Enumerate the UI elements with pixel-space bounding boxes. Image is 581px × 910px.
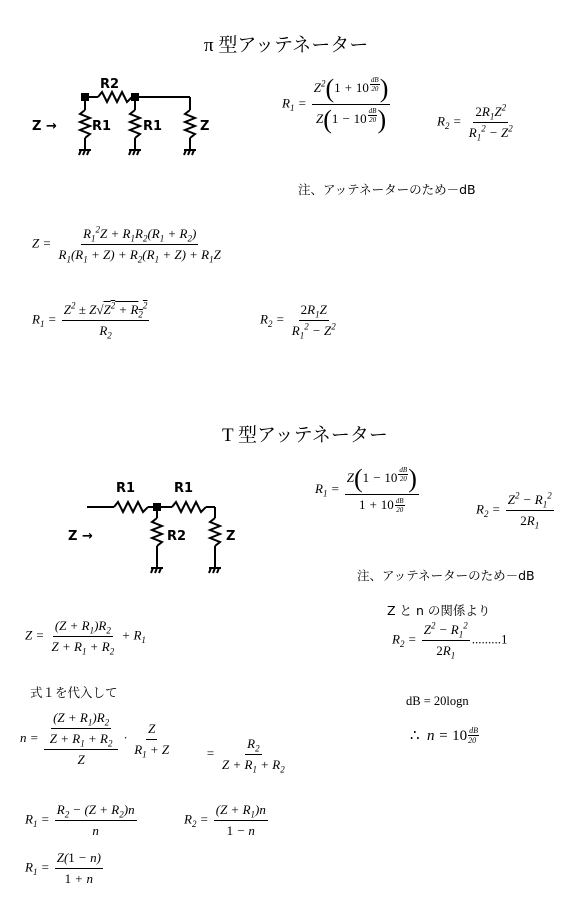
t-r2-label: R2 [167,529,187,544]
t-r1-left-label: R1 [116,481,136,496]
t-n-formula: n = $\frac{\frac{(Z + R_1)R_2}{Z + R_1 + R_2}}{Z}$ · $\frac{Z}{R_1 + Z}$ [20,710,170,767]
t-r1-formula-z: $R_1$ = $\frac{Z(1 - n)}{1 + n}$ [25,850,101,886]
t-n-power-formula: ∴ n = 10 $\frac{dB}{20}$ [410,726,479,745]
t-z-formula: Z = $\frac{(Z + R_1)R_2}{Z + R_1 + R_2}$ + $R_1$ [25,618,146,657]
equation-number-1: .........1 [471,631,508,647]
pi-r1-formula-z: $R_1$ = $\frac{Z^2 \pm Z√Z^2 + R_2^2}{R_2}$ [32,300,148,341]
pi-attenuator-title: π 型アッテネーター [204,35,369,56]
t-r2-equation-1: $R_2$ = $\frac{Z^2 - R_1^2}{2R_1}$ .........1 [392,620,508,661]
pi-r2-formula-top: $R_2$ = $\frac{2R_1Z^2}{R_1^2 - Z^2}$ [437,102,513,143]
t-attenuator-title: T 型アッテネーター [222,425,388,446]
pi-r1-left-label: R1 [92,119,112,134]
pi-z-formula: Z = $\frac{R_1^2Z + R_1R_2(R_1 + R_2)}{R_1(R_1 + Z) + R_2(R_1 + Z) + R_1Z}$ [32,224,221,265]
pi-r2-formula-bottom: $R_2$ = $\frac{2R_1Z}{R_1^2 - Z^2}$ [260,302,336,341]
t-r2-formula-top: $R_2$ = $\frac{Z^2 - R_1^2}{2R_1}$ [476,490,552,531]
t-r2-formula-n: $R_2$ = $\frac{(Z + R_1)n}{1 - n}$ [184,802,266,838]
t-n-simplified-formula: = $\frac{R_2}{Z + R_1 + R_2}$ [206,736,285,775]
t-r1-right-label: R1 [174,481,194,496]
t-substitute-label: 式１を代入して [30,685,118,700]
t-r1-formula-n: $R_1$ = $\frac{R_2 - (Z + R_2)n}{n}$ [25,802,135,838]
pi-circuit-diagram [30,78,230,168]
t-circuit-diagram [62,474,262,584]
pi-z-input-label: Z → [32,119,57,134]
t-r1-formula-db: $R_1$ = Z(1 − 10 $\frac{dB}{20}$ ) 1 + 10 $\frac{dB}{20}$ [315,464,417,514]
pi-z-output-label: Z [200,119,210,134]
t-z-input-label: Z → [68,529,93,544]
t-db-equation: dB = 20logn [406,694,469,708]
t-note: 注、アッテネーターのため－dB [357,568,535,583]
pi-note: 注、アッテネーターのため－dB [298,182,476,197]
pi-r1-right-label: R1 [143,119,163,134]
t-relation-label: Z と n の関係より [387,603,491,618]
pi-r1-formula-db: $R_1$ = $Z^2(1 + 10$ $\frac{dB}{20}$ ) Z(1 − 10 $\frac{dB}{20}$ ) [282,74,389,134]
pi-r2-label: R2 [100,78,120,92]
t-z-output-label: Z [226,529,236,544]
